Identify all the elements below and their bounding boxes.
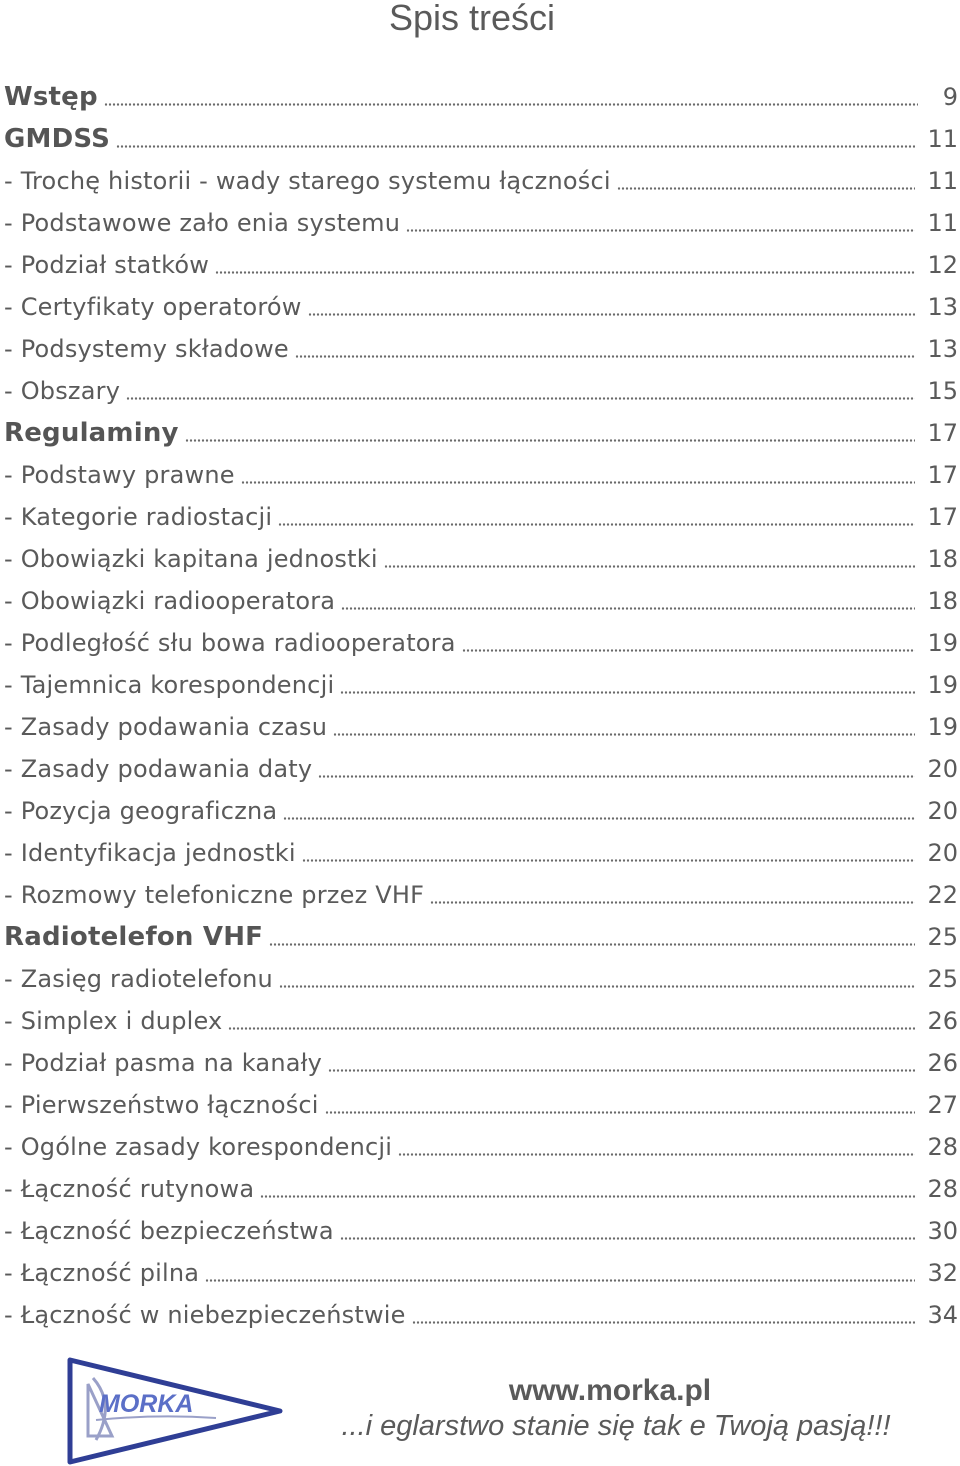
toc-page-number: 19 <box>927 713 958 741</box>
toc-entry-title: - Tajemnica korespondencji <box>4 671 335 699</box>
toc-page-number: 17 <box>927 503 958 531</box>
toc-entry-title: - Podsystemy składowe <box>4 335 289 363</box>
dot-leader <box>116 145 915 148</box>
toc-entry[interactable] <box>4 1252 958 1294</box>
dot-leader <box>328 1069 915 1072</box>
toc-page-number: 20 <box>927 755 958 783</box>
website-url[interactable]: www.morka.pl <box>508 1374 712 1407</box>
dot-leader <box>279 985 915 988</box>
toc-page-number: 17 <box>927 419 958 447</box>
toc-entry-title: Regulaminy <box>4 418 179 448</box>
morka-logo <box>66 1356 286 1466</box>
toc-entry-title: - Podstawowe zało enia systemu <box>4 209 401 237</box>
dot-leader <box>278 523 915 526</box>
toc-entry-title: - Obszary <box>4 377 121 405</box>
table-of-contents <box>4 76 958 1336</box>
toc-section-heading[interactable] <box>4 412 958 454</box>
dot-leader <box>269 943 915 946</box>
toc-entry[interactable] <box>4 580 958 622</box>
dot-leader <box>283 817 915 820</box>
dot-leader <box>333 733 915 736</box>
toc-entry[interactable] <box>4 1000 958 1042</box>
toc-entry-title: - Podział pasma na kanały <box>4 1049 323 1077</box>
toc-page-number: 28 <box>927 1175 958 1203</box>
toc-page-number: 26 <box>927 1007 958 1035</box>
dot-leader <box>228 1027 915 1030</box>
toc-entry-title: - Zasady podawania czasu <box>4 713 328 741</box>
toc-entry[interactable] <box>4 454 958 496</box>
toc-entry[interactable] <box>4 1168 958 1210</box>
toc-entry[interactable] <box>4 958 958 1000</box>
toc-entry-title: - Identyfikacja jednostki <box>4 839 296 867</box>
toc-page-number: 20 <box>927 797 958 825</box>
dot-leader <box>215 271 915 274</box>
dot-leader <box>308 313 916 316</box>
page-title: Spis treści <box>388 0 556 38</box>
dot-leader <box>406 229 915 232</box>
toc-page-number: 13 <box>927 335 958 363</box>
toc-page-number: 18 <box>927 587 958 615</box>
dot-leader <box>302 859 916 862</box>
dot-leader <box>412 1321 916 1324</box>
toc-entry[interactable] <box>4 832 958 874</box>
toc-entry[interactable] <box>4 790 958 832</box>
dot-leader <box>318 775 915 778</box>
toc-entry-title: - Pierwszeństwo łączności <box>4 1091 319 1119</box>
toc-entry-title: - Simplex i duplex <box>4 1007 223 1035</box>
toc-entry[interactable] <box>4 538 958 580</box>
toc-entry[interactable] <box>4 160 958 202</box>
toc-page-number: 22 <box>927 881 958 909</box>
toc-page-number: 11 <box>927 209 958 237</box>
dot-leader <box>325 1111 916 1114</box>
toc-page-number: 17 <box>927 461 958 489</box>
toc-page-number: 27 <box>927 1091 958 1119</box>
toc-entry[interactable] <box>4 370 958 412</box>
toc-page-number: 12 <box>927 251 958 279</box>
toc-page-number: 30 <box>927 1217 958 1245</box>
toc-entry[interactable] <box>4 244 958 286</box>
dot-leader <box>341 607 915 610</box>
toc-page-number: 15 <box>927 377 958 405</box>
toc-page-number: 9 <box>942 83 958 111</box>
toc-section-heading[interactable] <box>4 916 958 958</box>
toc-page-number: 19 <box>927 629 958 657</box>
toc-entry[interactable] <box>4 874 958 916</box>
toc-page-number: 19 <box>927 671 958 699</box>
logo-text: MORKA <box>99 1390 194 1418</box>
toc-entry-title: Wstęp <box>4 82 98 112</box>
slogan: ...i eglarstwo stanie się tak e Twoją pasją!!! <box>341 1410 891 1442</box>
dot-leader <box>185 439 916 442</box>
dot-leader <box>462 649 916 652</box>
toc-entry[interactable] <box>4 1126 958 1168</box>
toc-page-number: 20 <box>927 839 958 867</box>
toc-entry[interactable] <box>4 286 958 328</box>
dot-leader <box>295 355 916 358</box>
toc-entry[interactable] <box>4 748 958 790</box>
toc-page-number: 25 <box>927 965 958 993</box>
dot-leader <box>205 1279 915 1282</box>
toc-entry-title: - Obowiązki kapitana jednostki <box>4 545 378 573</box>
toc-entry-title: - Ogólne zasady korespondencji <box>4 1133 393 1161</box>
toc-page-number: 11 <box>927 125 958 153</box>
toc-page-number: 34 <box>927 1301 958 1329</box>
dot-leader <box>617 187 916 190</box>
toc-entry-title: - Obowiązki radiooperatora <box>4 587 336 615</box>
toc-page-number: 18 <box>927 545 958 573</box>
toc-entry-title: - Certyfikaty operatorów <box>4 293 302 321</box>
dot-leader <box>260 1195 915 1198</box>
dot-leader <box>430 901 915 904</box>
toc-page-number: 26 <box>927 1049 958 1077</box>
toc-entry-title: - Trochę historii - wady starego systemu łączności <box>4 167 611 195</box>
toc-page-number: 13 <box>927 293 958 321</box>
toc-page-number: 11 <box>927 167 958 195</box>
toc-entry-title: - Kategorie radiostacji <box>4 503 273 531</box>
toc-entry[interactable] <box>4 1084 958 1126</box>
toc-entry[interactable] <box>4 1210 958 1252</box>
toc-entry-title: - Pozycja geograficzna <box>4 797 278 825</box>
dot-leader <box>384 565 916 568</box>
toc-entry-title: - Podległość słu bowa radiooperatora <box>4 629 456 657</box>
toc-section-heading[interactable] <box>4 76 958 118</box>
toc-entry[interactable] <box>4 706 958 748</box>
toc-section-heading[interactable] <box>4 118 958 160</box>
toc-page-number: 28 <box>927 1133 958 1161</box>
toc-entry-title: - Łączność rutynowa <box>4 1175 255 1203</box>
toc-entry[interactable] <box>4 496 958 538</box>
toc-entry-title: GMDSS <box>4 124 111 154</box>
dot-leader <box>104 103 918 106</box>
toc-entry[interactable] <box>4 1042 958 1084</box>
toc-entry-title: - Podstawy prawne <box>4 461 235 489</box>
toc-entry-title: - Łączność w niebezpieczeństwie <box>4 1301 406 1329</box>
toc-entry[interactable] <box>4 202 958 244</box>
toc-entry-title: - Łączność bezpieczeństwa <box>4 1217 334 1245</box>
toc-entry-title: - Rozmowy telefoniczne przez VHF <box>4 881 425 909</box>
toc-entry[interactable] <box>4 664 958 706</box>
toc-entry[interactable] <box>4 328 958 370</box>
dot-leader <box>340 1237 916 1240</box>
dot-leader <box>241 481 916 484</box>
toc-entry-title: - Zasady podawania daty <box>4 755 313 783</box>
dot-leader <box>398 1153 915 1156</box>
toc-entry[interactable] <box>4 1294 958 1336</box>
dot-leader <box>340 691 915 694</box>
toc-page-number: 32 <box>927 1259 958 1287</box>
toc-entry-title: - Łączność pilna <box>4 1259 200 1287</box>
toc-entry-title: - Podział statków <box>4 251 210 279</box>
toc-entry-title: - Zasięg radiotelefonu <box>4 965 273 993</box>
dot-leader <box>126 397 915 400</box>
toc-entry[interactable] <box>4 622 958 664</box>
toc-page-number: 25 <box>927 923 958 951</box>
toc-entry-title: Radiotelefon VHF <box>4 922 264 952</box>
